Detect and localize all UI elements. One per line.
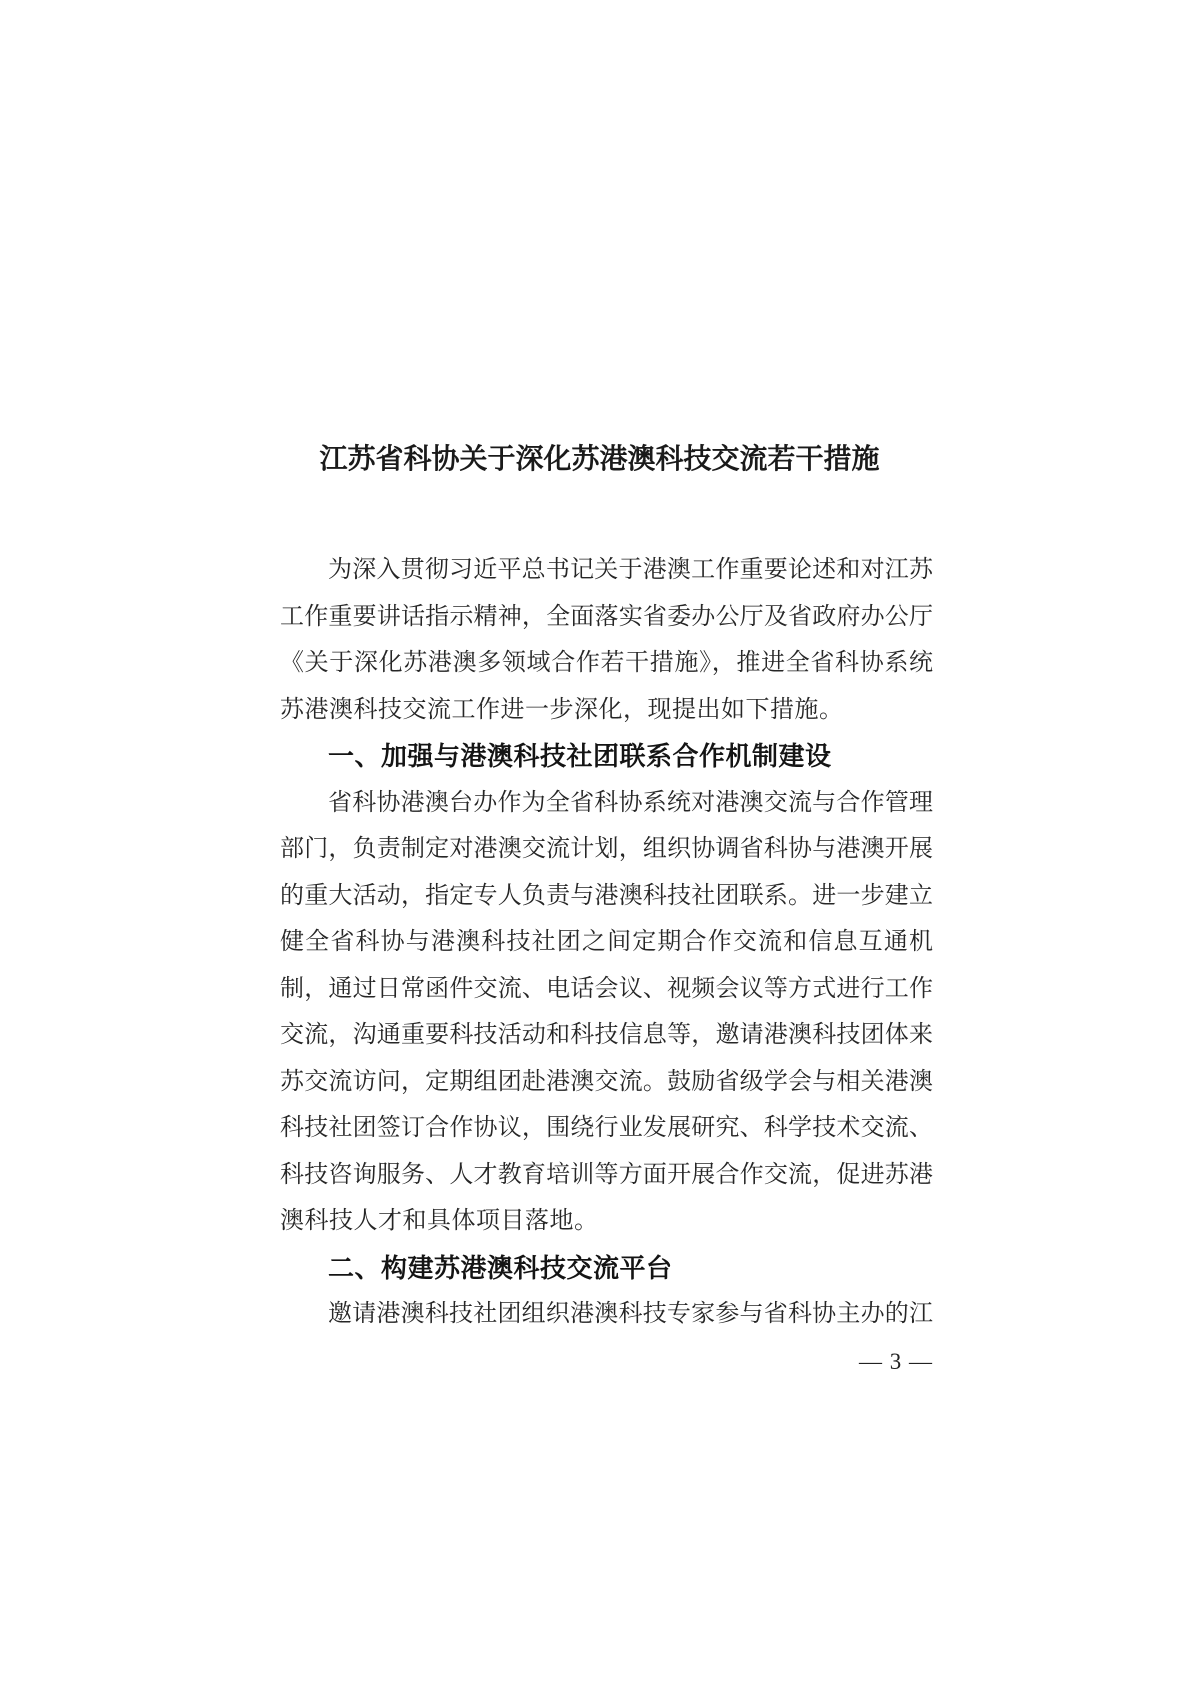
section-heading: 一、加强与港澳科技社团联系合作机制建设 (328, 741, 832, 771)
section-heading: 二、构建苏港澳科技交流平台 (328, 1252, 673, 1283)
text-line: 部门，负责制定对港澳交流计划，组织协调省科协与港澳开展 (280, 836, 933, 862)
text-line: 科技咨询服务、人才教育培训等方面开展合作交流，促进苏港 (280, 1161, 933, 1188)
text-line: 健全省科协与港澳科技社团之间定期合作交流和信息互通机 (280, 929, 933, 955)
text-line: 工作重要讲话指示精神，全面落实省委办公厅及省政府办公厅 (280, 603, 933, 630)
text-line: 省科协港澳台办作为全省科协系统对港澳交流与合作管理 (328, 789, 933, 816)
text-line: 苏港澳科技交流工作进一步深化，现提出如下措施。 (280, 696, 844, 723)
text-line: 《关于深化苏港澳多领域合作若干措施》，推进全省科协系统 (280, 650, 933, 676)
document-body (280, 547, 933, 1338)
text-line: 苏交流访问，定期组团赴港澳交流。鼓励省级学会与相关港澳 (280, 1068, 933, 1095)
text-line: 邀请港澳科技社团组织港澳科技专家参与省科协主办的江 (328, 1301, 933, 1327)
text-line: 的重大活动，指定专人负责与港澳科技社团联系。进一步建立 (280, 882, 933, 909)
page-number: — 3 — (859, 1349, 933, 1374)
text-line: 交流，沟通重要科技活动和科技信息等，邀请港澳科技团体来 (280, 1022, 933, 1048)
text-line: 澳科技人才和具体项目落地。 (280, 1208, 599, 1234)
text-line: 为深入贯彻习近平总书记关于港澳工作重要论述和对江苏 (328, 557, 933, 583)
text-line: 科技社团签订合作协议，围绕行业发展研究、科学技术交流、 (280, 1115, 933, 1141)
document-title: 江苏省科协关于深化苏港澳科技交流若干措施 (319, 443, 880, 474)
text-line: 制，通过日常函件交流、电话会议、视频会议等方式进行工作 (280, 975, 933, 1002)
